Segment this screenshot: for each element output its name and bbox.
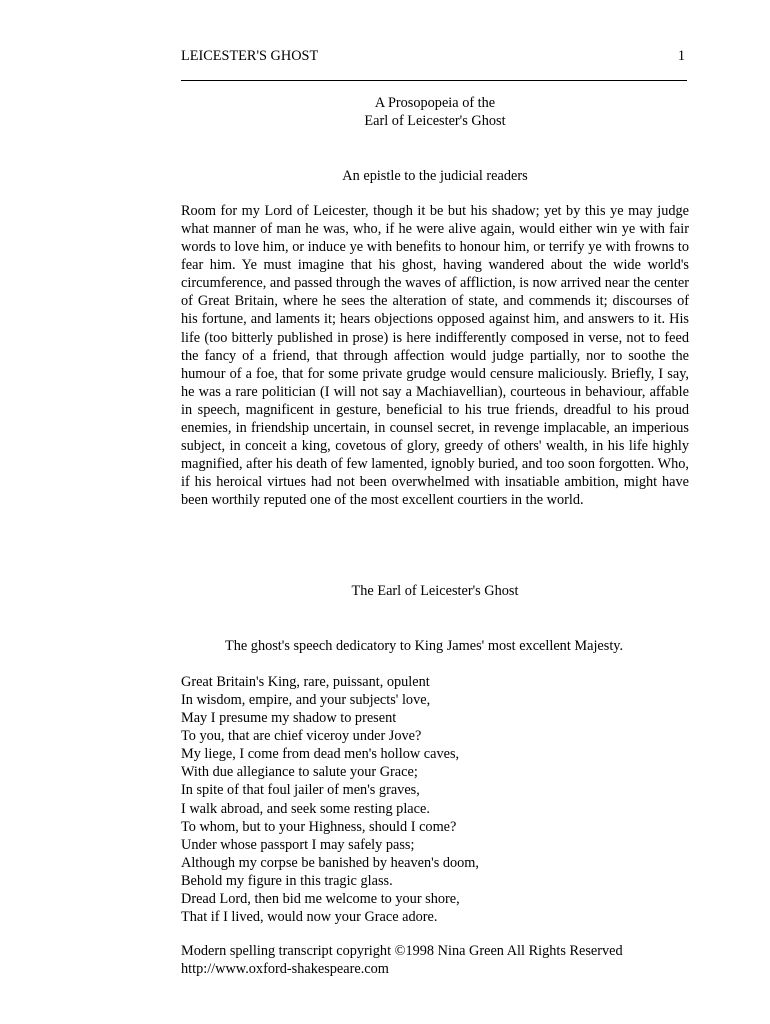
epistle-paragraph: Room for my Lord of Leicester, though it be but his shadow; yet by this ye may judge what manner of man he was, who, if he were alive again, would either win ye with fair words to love him, or induce ye with benefits to honour him, or terrify ye with frowns to fear him. Ye must imagine that his ghost, having wandered about the wide world's circumference, and passed through the waves of affliction, is now arrived near the center of Great Britain, where he sees the alteration of state, and commends it; discourses of his fortune, and laments it; hears objections opposed against him, and answers to it. His life (too bitterly published in prose) is here indifferently composed in verse, not to feed the fancy of a friend, that through affection would judge partially, nor to soothe the humour of a foe, that for some private grudge would censure maliciously. Briefly, I say, he was a rare politician (I will not say a Machiavellian), courteous in behaviour, affable in speech, magnificent in gesture, beneficial to his true friends, dreadful to his proud enemies, in friendship uncertain, in counsel secret, in revenge implacable, an imperious subject, in conceit a king, covetous of glory, greedy of others' wealth, in his life highly magnified, after his death of few lamented, ignobly buried, and too soon forgotten. Who, if his heroical virtues had not been overwhelmed with insatiable ambition, might have been worthily reputed one of the most excellent courtiers in the world.	[181, 203, 689, 509]
epistle-heading: An epistle to the judicial readers	[342, 168, 528, 184]
page-number: 1	[677, 48, 685, 64]
title-line-2: Earl of Leicester's Ghost	[364, 113, 506, 129]
section-heading: The Earl of Leicester's Ghost	[351, 583, 519, 599]
header-divider	[181, 80, 687, 81]
poem-line: May I presume my shadow to present	[181, 710, 397, 727]
running-title: LEICESTER'S GHOST	[181, 48, 319, 64]
poem-line: Dread Lord, then bid me welcome to your shore,	[181, 890, 460, 907]
poem-line: In spite of that foul jailer of men's graves,	[181, 782, 420, 799]
page-header	[181, 46, 687, 66]
source-url: http://www.oxford-shakespeare.com	[181, 961, 389, 977]
poem-line: To you, that are chief viceroy under Jove?	[181, 728, 422, 745]
poem-line: Behold my figure in this tragic glass.	[181, 872, 393, 889]
poem-line: In wisdom, empire, and your subjects' love,	[181, 692, 431, 709]
poem-line: I walk abroad, and seek some resting place.	[181, 800, 430, 817]
poem-line: That if I lived, would now your Grace adore.	[181, 909, 438, 926]
poem-line: To whom, but to your Highness, should I come?	[181, 818, 457, 835]
poem-line: Great Britain's King, rare, puissant, opulent	[181, 674, 430, 690]
poem-line: Under whose passport I may safely pass;	[181, 836, 415, 853]
poem-line: With due allegiance to salute your Grace;	[181, 764, 418, 781]
dedication-heading: The ghost's speech dedicatory to King James' most excellent Majesty.	[225, 638, 624, 654]
poem-stanza	[181, 673, 689, 926]
poem-line: My liege, I come from dead men's hollow caves,	[181, 746, 460, 763]
title-line-1: A Prosopopeia of the	[374, 95, 496, 111]
poem-line: Although my corpse be banished by heaven's doom,	[181, 854, 479, 871]
page-footer	[181, 942, 689, 978]
copyright-notice: Modern spelling transcript copyright ©1998 Nina Green All Rights Reserved	[181, 943, 623, 959]
document-title	[181, 94, 689, 130]
